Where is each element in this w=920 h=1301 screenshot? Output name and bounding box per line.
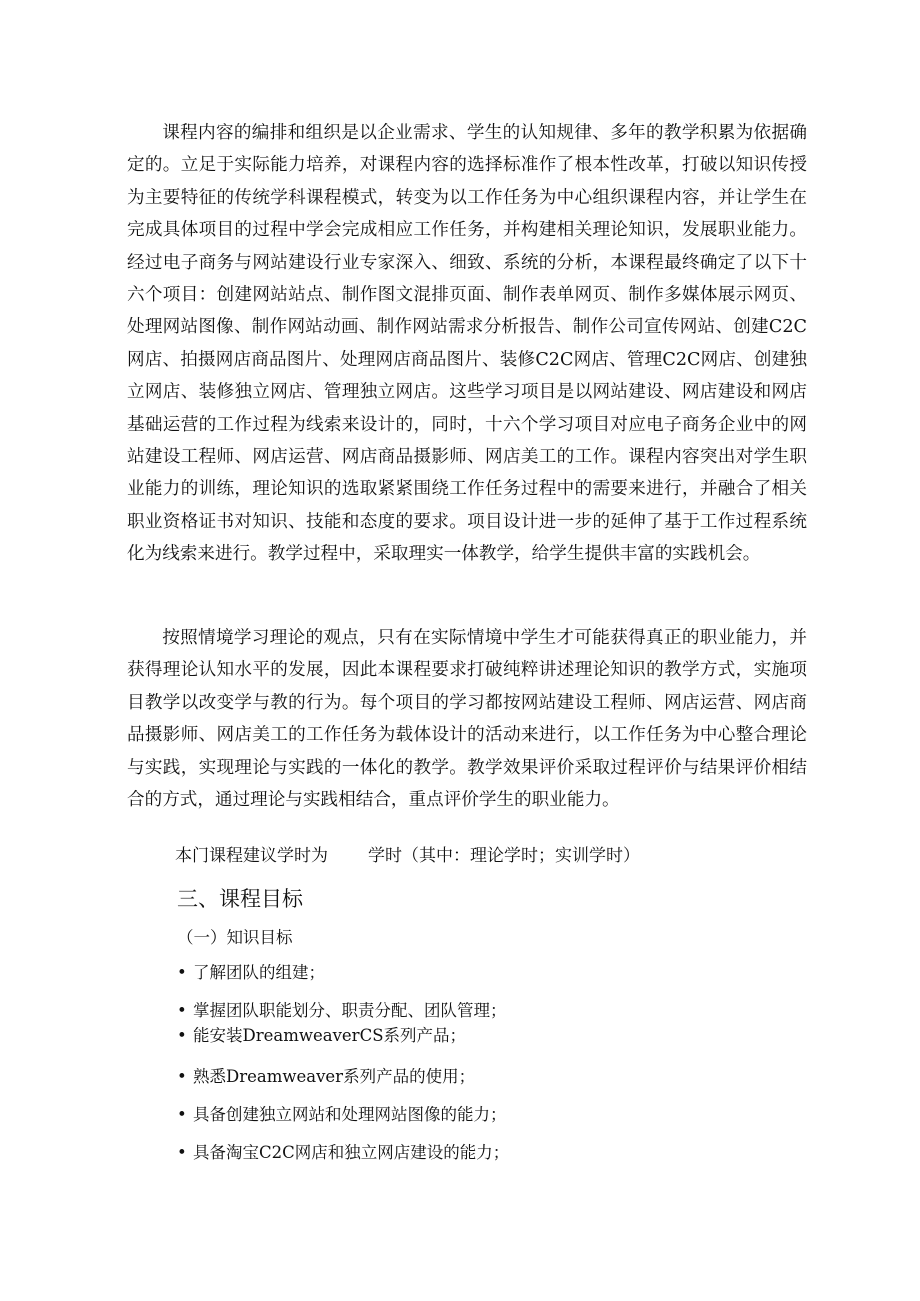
bullet-icon: •	[177, 1067, 187, 1086]
list-item	[177, 1102, 507, 1128]
suggested-hours-line	[175, 842, 640, 870]
list-item-text: 具备创建独立网站和处理网站图像的能力；	[193, 1105, 507, 1124]
list-item-text: 能安装DreamweaverCS系列产品；	[193, 1026, 466, 1045]
hours-prefix: 本门课程建议学时为	[175, 846, 328, 866]
paragraph-situated-learning: 按照情境学习理论的观点，只有在实际情境中学生才可能获得真正的职业能力，并获得理论认知水平的发展，因此本课程要求打破纯粹讲述理论知识的教学方式，实施项目教学以改变学与教的行为。每个项目的学习都按网站建设工程师、网店运营、网店商品摄影师、网店美工的工作任务为载体设计的活动来进行，以工作任务为中心整合理论与实践，实现理论与实践的一体化的教学。教学效果评价采取过程评价与结果评价相结合的方式，通过理论与实践相结合，重点评价学生的职业能力。	[127, 628, 807, 811]
paragraph-course-content: 课程内容的编排和组织是以企业需求、学生的认知规律、多年的教学积累为依据确定的。立足于实际能力培养，对课程内容的选择标准作了根本性改革，打破以知识传授为主要特征的传统学科课程模式，转变为以工作任务为中心组织课程内容，并让学生在完成具体项目的过程中学会完成相应工作任务，并构建相关理论知识，发展职业能力。经过电子商务与网站建设行业专家深入、细致、系统的分析，本课程最终确定了以下十六个项目：创建网站站点、制作图文混排页面、制作表单网页、制作多媒体展示网页、处理网站图像、制作网站动画、制作网站需求分析报告、制作公司宣传网站、创建C2C网店、拍摄网店商品图片、处理网店商品图片、装修C2C网店、管理C2C网店、创建独立网店、装修独立网店、管理独立网店。这些学习项目是以网站建设、网店建设和网店基础运营的工作过程为线索来设计的，同时，十六个学习项目对应电子商务企业中的网站建设工程师、网店运营、网店商品摄影师、网店美工的工作。课程内容突出对学生职业能力的训练，理论知识的选取紧紧围绕工作任务过程中的需要来进行，并融合了相关职业资格证书对知识、技能和态度的要求。项目设计进一步的延伸了基于工作过程系统化为线索来进行。教学过程中，采取理实一体教学，给学生提供丰富的实践机会。	[127, 123, 807, 565]
list-item	[177, 998, 507, 1024]
bullet-icon: •	[177, 1026, 187, 1045]
bullet-icon: •	[177, 1105, 187, 1124]
bullet-icon: •	[177, 963, 187, 982]
list-item-text: 熟悉Dreamweaver系列产品的使用；	[193, 1067, 476, 1086]
subsection-heading: （一）知识目标	[177, 928, 293, 947]
list-item-text: 掌握团队职能划分、职责分配、团队管理；	[193, 1001, 507, 1020]
hours-suffix: 学时（其中：理论学时；实训学时）	[368, 846, 640, 866]
list-item	[177, 960, 325, 986]
list-item	[177, 1140, 509, 1166]
list-item-text: 了解团队的组建；	[193, 963, 325, 982]
bullet-icon: •	[177, 1001, 187, 1020]
bullet-icon: •	[177, 1143, 187, 1162]
list-item	[177, 1064, 475, 1090]
list-item-text: 具备淘宝C2C网店和独立网店建设的能力；	[193, 1143, 510, 1162]
list-item	[177, 1023, 466, 1049]
section-heading: 三、课程目标	[177, 887, 303, 911]
